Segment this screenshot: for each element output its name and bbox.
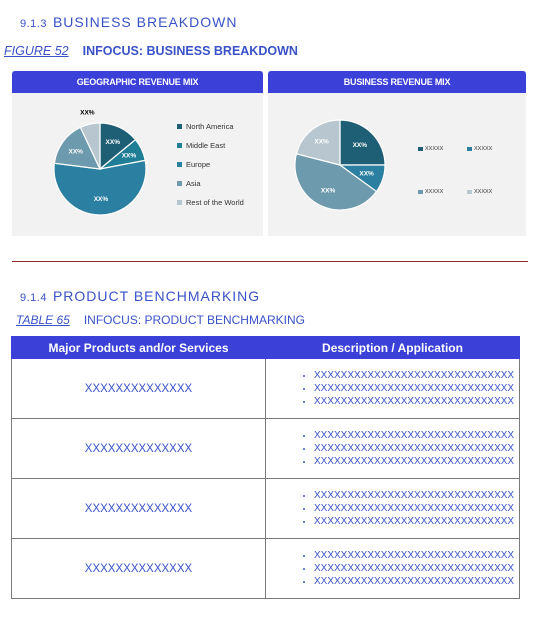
legend-item xyxy=(177,174,244,193)
legend-label: XXXXX xyxy=(425,146,444,152)
section-number: 9.1.3 xyxy=(20,18,47,30)
legend-swatch xyxy=(177,162,182,167)
pie-data-label-0: XX% xyxy=(352,142,368,150)
figure-title: INFOCUS: BUSINESS BREAKDOWN xyxy=(82,44,298,58)
description-item: • XXXXXXXXXXXXXXXXXXXXXXXXXXXXXX xyxy=(314,395,519,408)
pie-data-label-3: XX% xyxy=(68,148,83,156)
figure-label: FIGURE 52 xyxy=(4,44,69,58)
pie-data-label-1: XX% xyxy=(121,152,137,160)
legend-swatch xyxy=(177,200,182,205)
product-cell: XXXXXXXXXXXXXX xyxy=(12,479,266,539)
business-pie-chart xyxy=(268,95,398,235)
pie-data-label-1: XX% xyxy=(359,170,374,178)
table-row xyxy=(12,419,520,479)
legend-swatch xyxy=(177,143,182,148)
geographic-revenue-title: GEOGRAPHIC REVENUE MIX xyxy=(12,71,263,93)
section-title: PRODUCT BENCHMARKING xyxy=(52,288,261,304)
legend-label: XXXXX xyxy=(474,146,493,152)
business-revenue-panel xyxy=(268,71,526,236)
description-cell xyxy=(266,359,520,419)
description-list xyxy=(266,549,519,588)
legend-label: North America xyxy=(186,122,234,131)
geographic-revenue-panel xyxy=(12,71,263,236)
legend-item xyxy=(467,189,492,195)
legend-swatch xyxy=(467,147,472,151)
description-item: • XXXXXXXXXXXXXXXXXXXXXXXXXXXXXX xyxy=(314,382,519,395)
legend-swatch xyxy=(467,190,472,194)
legend-label: XXXXX xyxy=(474,189,493,195)
section-title: BUSINESS BREAKDOWN xyxy=(52,14,238,30)
legend-label: Asia xyxy=(186,179,201,188)
legend-item xyxy=(467,146,492,152)
legend-swatch xyxy=(177,181,182,186)
description-item: • XXXXXXXXXXXXXXXXXXXXXXXXXXXXXX xyxy=(314,429,519,442)
pie-data-label-2: XX% xyxy=(93,195,109,203)
pie-data-label-3: XX% xyxy=(314,138,329,146)
legend-item xyxy=(418,146,443,152)
table-label: TABLE 65 xyxy=(16,313,70,327)
description-cell xyxy=(266,419,520,479)
product-benchmarking-table xyxy=(11,336,520,599)
geographic-legend xyxy=(177,117,244,212)
section-heading-product-benchmarking xyxy=(20,288,260,306)
section-heading-business-breakdown xyxy=(20,14,237,32)
description-list xyxy=(266,489,519,528)
product-cell: XXXXXXXXXXXXXX xyxy=(12,419,266,479)
legend-item xyxy=(177,193,244,212)
business-revenue-title: BUSINESS REVENUE MIX xyxy=(268,71,526,93)
product-cell: XXXXXXXXXXXXXX xyxy=(12,359,266,419)
description-list xyxy=(266,429,519,468)
description-item: • XXXXXXXXXXXXXXXXXXXXXXXXXXXXXX xyxy=(314,549,519,562)
legend-label: XXXXX xyxy=(425,189,444,195)
description-list xyxy=(266,369,519,408)
description-item: • XXXXXXXXXXXXXXXXXXXXXXXXXXXXXX xyxy=(314,515,519,528)
table-header-row xyxy=(12,337,520,359)
description-item: • XXXXXXXXXXXXXXXXXXXXXXXXXXXXXX xyxy=(314,442,519,455)
column-header-products: Major Products and/or Services xyxy=(12,337,266,359)
legend-label: Europe xyxy=(186,160,211,169)
table-row xyxy=(12,479,520,539)
legend-swatch xyxy=(418,147,423,151)
figure-caption xyxy=(4,44,298,58)
legend-label: Middle East xyxy=(186,141,226,150)
description-cell xyxy=(266,479,520,539)
description-item: • XXXXXXXXXXXXXXXXXXXXXXXXXXXXXX xyxy=(314,562,519,575)
section-number: 9.1.4 xyxy=(20,292,47,304)
description-item: • XXXXXXXXXXXXXXXXXXXXXXXXXXXXXX xyxy=(314,489,519,502)
section-divider xyxy=(12,261,528,262)
description-item: • XXXXXXXXXXXXXXXXXXXXXXXXXXXXXX xyxy=(314,455,519,468)
column-header-description: Description / Application xyxy=(266,337,520,359)
table-row xyxy=(12,539,520,599)
description-item: • XXXXXXXXXXXXXXXXXXXXXXXXXXXXXX xyxy=(314,369,519,382)
legend-item xyxy=(418,189,443,195)
description-item: • XXXXXXXXXXXXXXXXXXXXXXXXXXXXXX xyxy=(314,502,519,515)
table-title: INFOCUS: PRODUCT BENCHMARKING xyxy=(83,313,305,327)
table-caption xyxy=(16,313,305,327)
description-cell xyxy=(266,539,520,599)
geographic-pie-chart xyxy=(12,95,172,235)
product-cell: XXXXXXXXXXXXXX xyxy=(12,539,266,599)
pie-data-label-0: XX% xyxy=(105,138,120,146)
legend-item xyxy=(177,155,244,174)
legend-item xyxy=(177,117,244,136)
legend-swatch xyxy=(177,124,182,129)
legend-item xyxy=(177,136,244,155)
legend-label: Rest of the World xyxy=(186,198,244,207)
legend-swatch xyxy=(418,190,423,194)
table-row xyxy=(12,359,520,419)
pie-data-label-2: XX% xyxy=(320,187,336,195)
pie-data-label-4: XX% xyxy=(80,109,95,117)
description-item: • XXXXXXXXXXXXXXXXXXXXXXXXXXXXXX xyxy=(314,575,519,588)
